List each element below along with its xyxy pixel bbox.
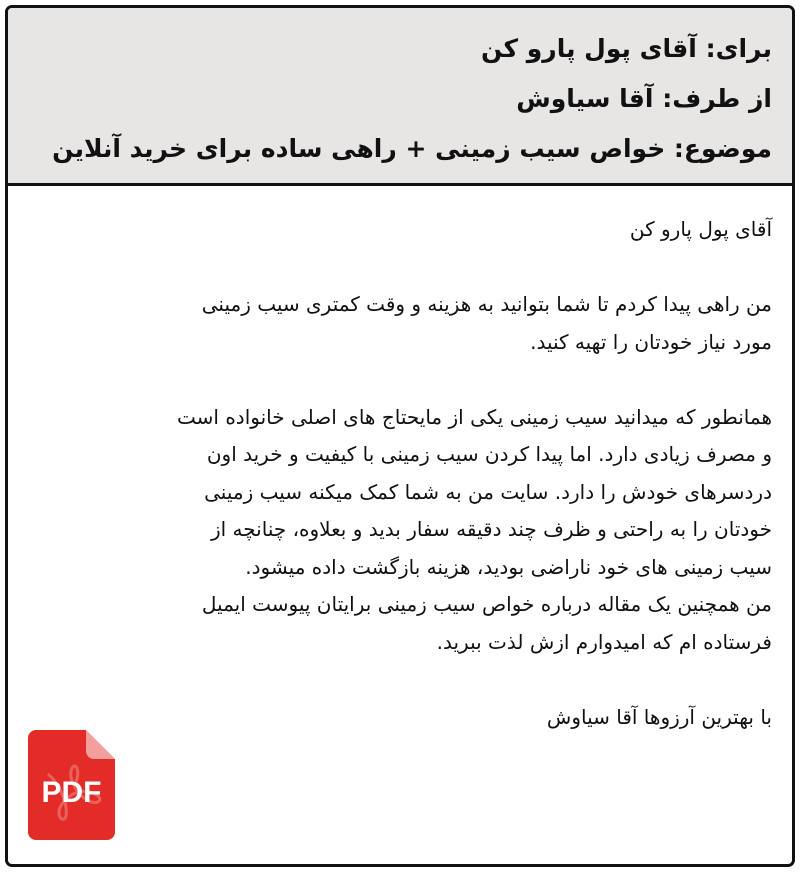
paragraph-2-line-3: دردسرهای خودش را دارد. سایت من به شما کمک میکنه سیب زمینی [204, 479, 772, 504]
email-header [8, 8, 792, 186]
paragraph-2-line-6: من همچنین یک مقاله درباره خواص سیب زمینی برایتان پیوست ایمیل [201, 592, 772, 616]
paragraph-1-line-1: من راهی پیدا کردم تا شما بتوانید به هزینه و وقت کمتری سیب زمینی [201, 292, 772, 316]
paragraph-2-line-2: و مصرف زیادی دارد. اما پیدا کردن سیب زمینی با کیفیت و خرید اون [206, 442, 772, 466]
email-body [8, 189, 792, 864]
subject-line: موضوع: خواص سیب زمینی + راهی ساده برای خرید آنلاین [52, 134, 772, 163]
greeting: آقای پول پارو کن [629, 217, 772, 241]
signature: با بهترین آرزوها آقا سیاوش [546, 704, 772, 729]
pdf-file-icon[interactable] [28, 730, 115, 840]
paragraph-2-line-5: سیب زمینی های خود ناراضی بودید، هزینه بازگشت داده میشود. [245, 554, 772, 579]
paragraph-2-line-7: فرستاده ام که امیدوارم ازش لذت ببرید. [436, 629, 772, 654]
pdf-label: PDF [41, 776, 102, 809]
paragraph-2-line-4: خودتان را به راحتی و ظرف چند دقیقه سفار بدید و بعلاوه، چنانچه از [210, 517, 772, 541]
paragraph-1-line-2: مورد نیاز خودتان را تهیه کنید. [530, 329, 772, 354]
pdf-file-fold [86, 730, 115, 759]
recipient-line: برای: آقای پول پارو کن [481, 34, 772, 63]
sender-line: از طرف: آقا سیاوش [516, 84, 772, 113]
paragraph-2-line-1: همانطور که میدانید سیب زمینی یکی از مایحتاج های اصلی خانواده است [177, 404, 772, 429]
email-card [5, 5, 795, 867]
